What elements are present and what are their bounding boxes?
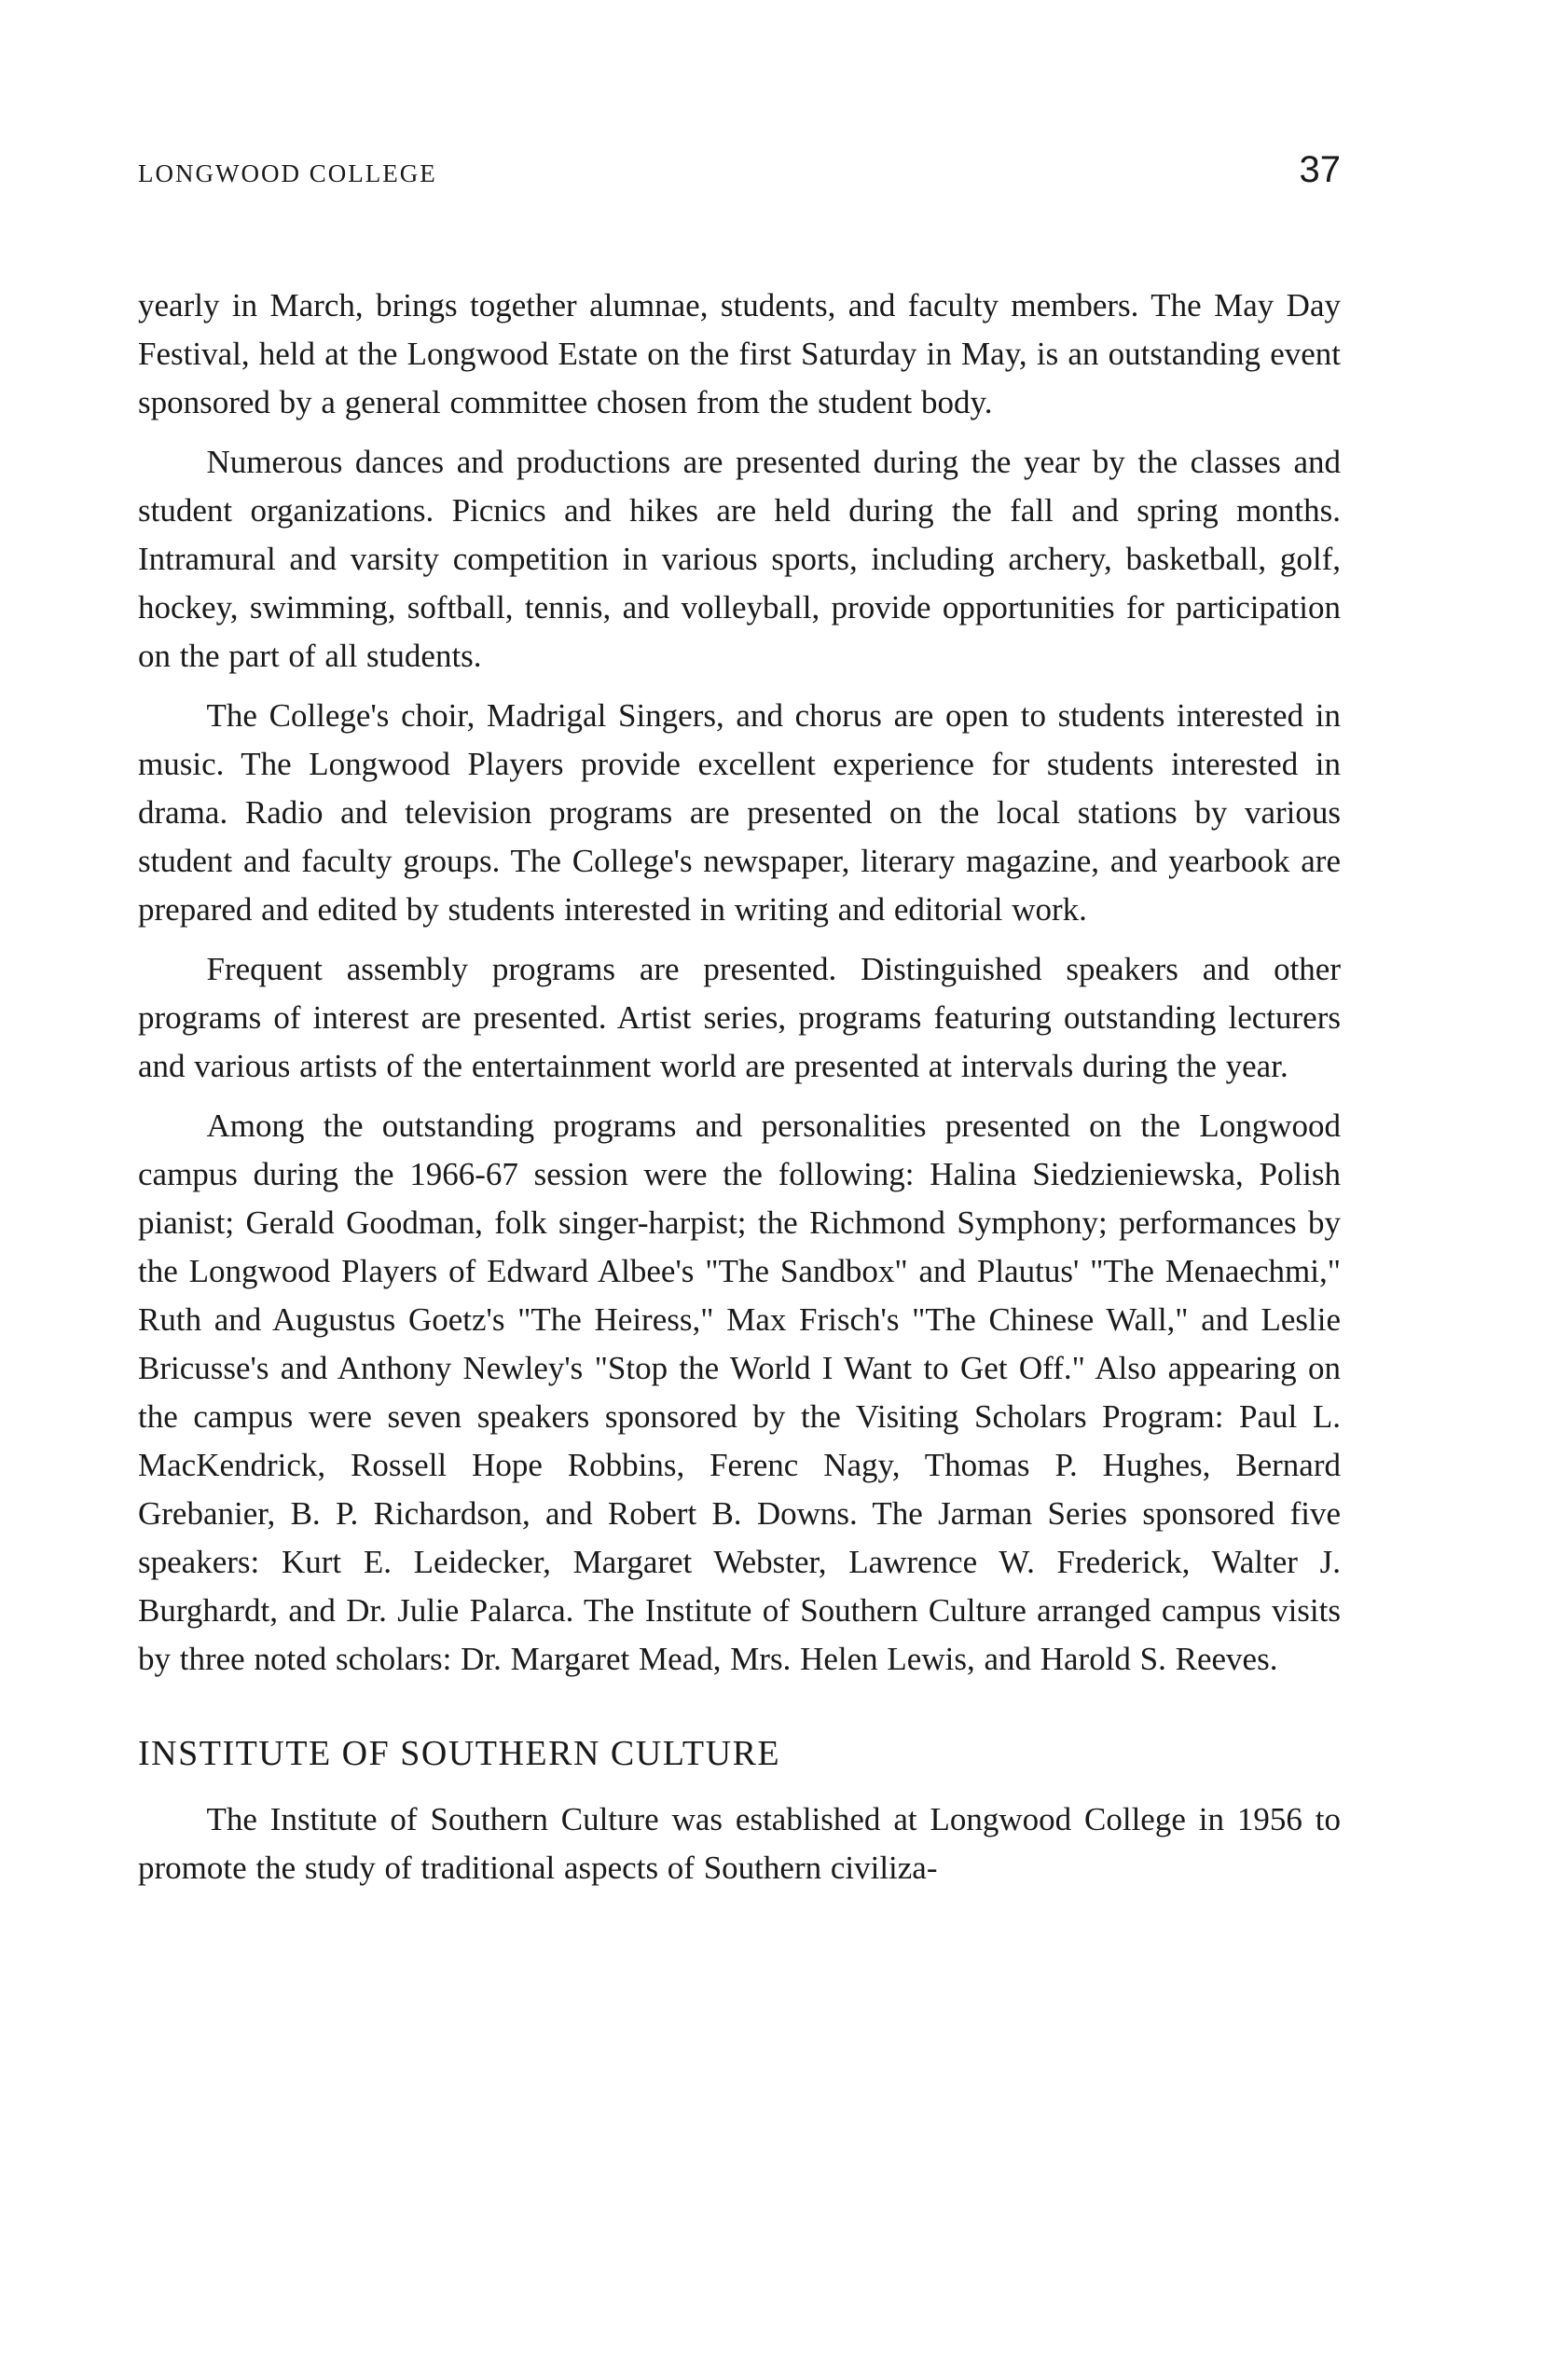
- paragraph-music-drama: The College's choir, Madrigal Singers, and chorus are open to students interested in music. The Longwood Players provide excellent experience for students interested in drama. Radio and television programs are presented on the local stations by various student and faculty groups. The College's newspaper, literary magazine, and yearbook are prepared and edited by students interested in writing and editorial work.: [138, 697, 1341, 928]
- paragraph-assembly: Frequent assembly programs are presented. Distinguished speakers and other programs of interest are presented. Artist series, programs featuring outstanding lecturers and various artists of the entertainment world are presented at intervals during the year.: [138, 951, 1341, 1084]
- paragraph-institute: The Institute of Southern Culture was established at Longwood College in 1956 to promote the study of traditional aspects of Southern civiliza-: [138, 1801, 1341, 1886]
- running-title: LONGWOOD COLLEGE: [138, 159, 437, 187]
- paragraph-continuation: yearly in March, brings together alumnae, students, and faculty members. The May Day Festival, held at the Longwood Estate on the first Saturday in May, is an outstanding event sponsored by a general committee chosen from the student body.: [138, 287, 1341, 420]
- running-header: [138, 149, 1341, 233]
- paragraph-activities: Numerous dances and productions are presented during the year by the classes and student organizations. Picnics and hikes are held during the fall and spring months. Intramural and varsity competition in various sports, including archery, basketball, golf, hockey, swimming, softball, tennis, and volleyball, provide opportunities for participation on the part of all students.: [138, 444, 1341, 674]
- section-heading: INSTITUTE OF SOUTHERN CULTURE: [138, 1734, 781, 1773]
- page-number: 37: [1299, 149, 1341, 190]
- paragraph-programs-1966-67: Among the outstanding programs and personalities presented on the Longwood campus during the 1966-67 session were the following: Halina Siedzieniewska, Polish pianist; Gerald Goodman, folk singer-harpist; the Richmond Symphony; performances by the Longwood Players of Edward Albee's "The Sandbox" and Plautus' "The Menaechmi," Ruth and Augustus Goetz's "The Heiress," Max Frisch's "The Chinese Wall," and Leslie Bricusse's and Anthony Newley's "Stop the World I Want to Get Off." Also appearing on the campus were seven speakers sponsored by the Visiting Scholars Program: Paul L. MacKendrick, Rossell Hope Robbins, Ferenc Nagy, Thomas P. Hughes, Bernard Grebanier, B. P. Richardson, and Robert B. Downs. The Jarman Series sponsored five speakers: Kurt E. Leidecker, Margaret Webster, Lawrence W. Frederick, Walter J. Burghardt, and Dr. Julie Palarca. The Institute of Southern Culture arranged campus visits by three noted scholars: Dr. Margaret Mead, Mrs. Helen Lewis, and Harold S. Reeves.: [138, 1107, 1341, 1677]
- document-page: [138, 149, 1341, 1892]
